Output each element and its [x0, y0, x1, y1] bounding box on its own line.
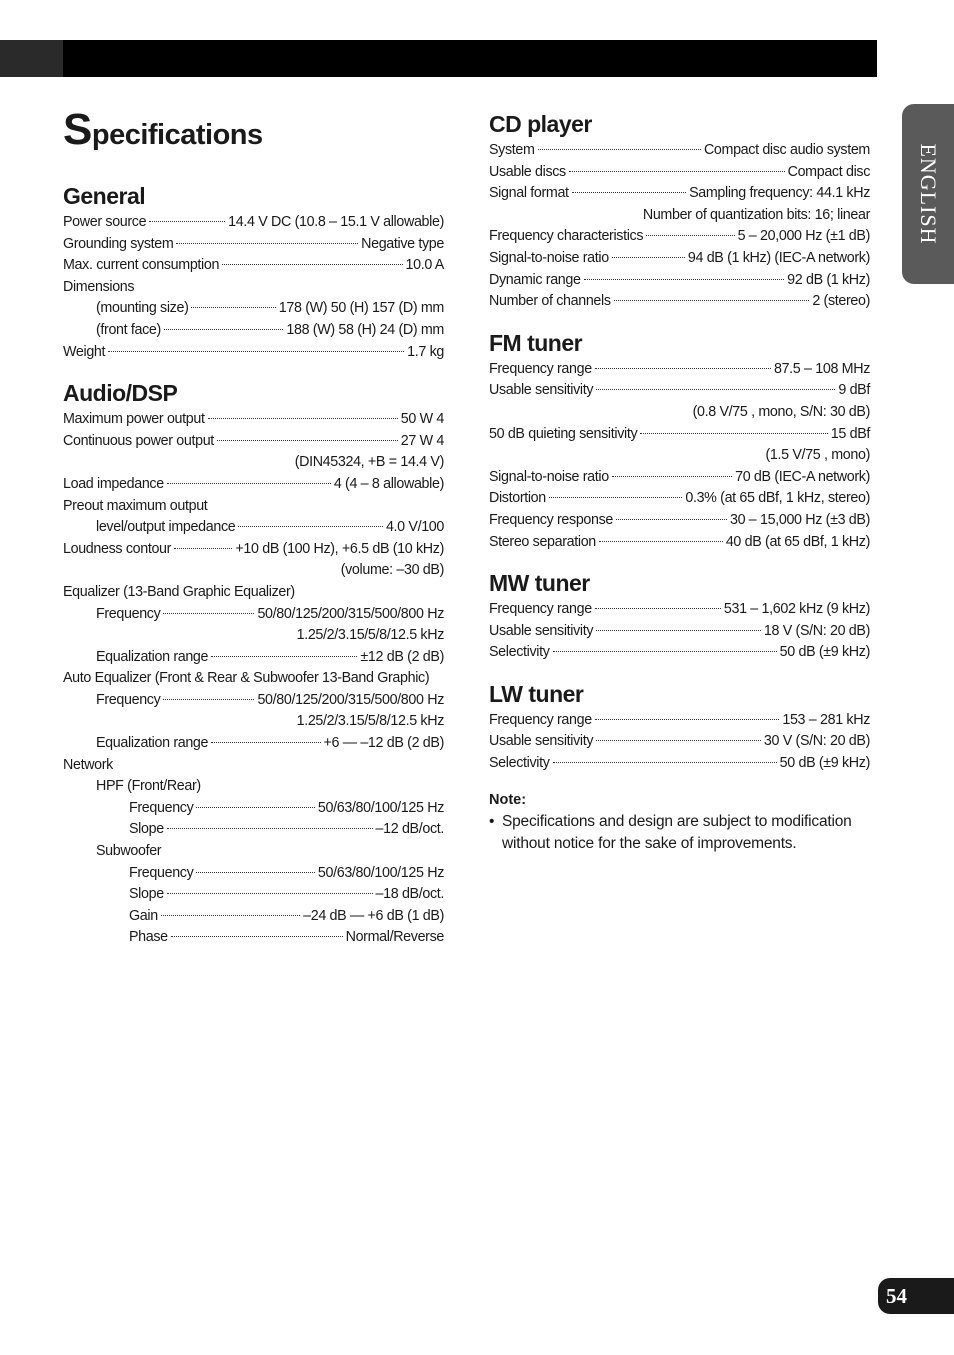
- spec-label: Usable discs: [489, 163, 566, 180]
- spec-row: [63, 409, 444, 431]
- spec-label: Phase: [129, 929, 168, 946]
- spec-rows: [63, 212, 444, 363]
- spec-row: [489, 205, 870, 227]
- dot-leader: [108, 351, 404, 352]
- spec-label: Frequency: [96, 605, 161, 622]
- spec-row: [489, 140, 870, 162]
- left-column: [63, 105, 444, 963]
- spec-row: [489, 599, 870, 621]
- spec-value: 153 – 281 kHz: [782, 711, 870, 728]
- dot-leader: [599, 541, 723, 542]
- spec-label: Usable sensitivity: [489, 622, 594, 639]
- spec-row: [63, 668, 444, 690]
- dot-leader: [211, 742, 320, 743]
- dot-leader: [191, 307, 275, 308]
- spec-value: Number of quantization bits: 16; linear: [642, 206, 870, 223]
- dot-leader: [596, 389, 835, 390]
- spec-label: Network: [63, 756, 113, 773]
- spec-label: Signal format: [489, 185, 569, 202]
- spec-row: [489, 445, 870, 467]
- section-title: LW tuner: [489, 680, 584, 707]
- spec-value: Sampling frequency: 44.1 kHz: [689, 185, 870, 202]
- spec-value: 1.7 kg: [407, 343, 444, 360]
- spec-label: Frequency characteristics: [489, 228, 644, 245]
- spec-label: Slope: [129, 886, 164, 903]
- spec-row: [63, 819, 444, 841]
- spec-label: Continuous power output: [63, 432, 214, 449]
- spec-rows: [489, 140, 870, 313]
- spec-label: Selectivity: [489, 755, 550, 772]
- spec-row: [489, 291, 870, 313]
- dot-leader: [595, 608, 721, 609]
- header-bar-accent: [0, 40, 63, 77]
- spec-rows: [489, 710, 870, 775]
- dot-leader: [217, 440, 398, 441]
- spec-value: 50/80/125/200/315/500/800 Hz: [257, 691, 444, 708]
- spec-label: Dynamic range: [489, 271, 581, 288]
- spec-label: Dimensions: [63, 278, 135, 295]
- spec-value: Normal/Reverse: [345, 929, 444, 946]
- spec-label: Weight: [63, 343, 106, 360]
- spec-value: Compact disc audio system: [703, 142, 870, 158]
- section-lw-tuner: [489, 678, 870, 775]
- spec-value: 531 – 1,602 kHz (9 kHz): [723, 601, 870, 618]
- spec-value: 4.0 V/100: [385, 519, 444, 536]
- spec-value: 5 – 20,000 Hz (±1 dB): [737, 228, 870, 245]
- spec-row: [489, 380, 870, 402]
- spec-value: 0.3% (at 65 dBf, 1 kHz, stereo): [685, 490, 870, 507]
- section-cd-player: [489, 108, 870, 313]
- spec-label: Frequency response: [489, 511, 614, 528]
- spec-row: [489, 424, 870, 446]
- spec-row: [63, 298, 444, 320]
- spec-row: [63, 431, 444, 453]
- spec-row: [63, 517, 444, 539]
- spec-label: Maximum power output: [63, 411, 205, 428]
- spec-row: [63, 496, 444, 518]
- note-text: Specifications and design are subject to modification without notice for the sake of improvements.: [502, 812, 852, 852]
- spec-label: Frequency: [129, 799, 194, 816]
- dot-leader: [595, 719, 780, 720]
- dot-leader: [161, 915, 300, 916]
- spec-value: (volume: –30 dB): [340, 562, 444, 579]
- dot-leader: [149, 221, 225, 222]
- dot-leader: [163, 699, 254, 700]
- spec-value: 30 – 15,000 Hz (±3 dB): [729, 511, 870, 528]
- spec-label: level/output impedance: [96, 519, 236, 536]
- spec-label: Frequency range: [489, 360, 592, 377]
- spec-value: 10.0 A: [405, 257, 444, 274]
- spec-value: 50/63/80/100/125 Hz: [317, 864, 444, 881]
- spec-value: (0.8 V/75 , mono, S/N: 30 dB): [692, 403, 870, 420]
- spec-label: (front face): [96, 321, 161, 338]
- dot-leader: [614, 300, 810, 301]
- dot-leader: [616, 519, 727, 520]
- spec-value: 178 (W) 50 (H) 157 (D) mm: [278, 300, 444, 317]
- dot-leader: [572, 192, 686, 193]
- spec-label: Equalization range: [96, 648, 209, 665]
- section-mw-tuner: [489, 567, 870, 664]
- spec-row: [63, 342, 444, 364]
- page-title-initial: S: [63, 105, 92, 154]
- spec-row: [489, 359, 870, 381]
- spec-value: –24 dB — +6 dB (1 dB): [303, 907, 444, 924]
- dot-leader: [167, 828, 373, 829]
- spec-row: [489, 731, 870, 753]
- dot-leader: [222, 264, 402, 265]
- spec-label: Gain: [129, 907, 158, 924]
- spec-value: 14.4 V DC (10.8 – 15.1 V allowable): [228, 214, 444, 230]
- spec-label: Frequency range: [489, 601, 592, 618]
- section-title: FM tuner: [489, 329, 583, 356]
- spec-rows: [489, 599, 870, 664]
- spec-row: [63, 647, 444, 669]
- spec-row: [63, 690, 444, 712]
- language-tab-label: ENGLISH: [916, 143, 941, 245]
- dot-leader: [176, 243, 358, 244]
- spec-row: [489, 270, 870, 292]
- spec-label: Max. current consumption: [63, 257, 220, 274]
- dot-leader: [196, 872, 314, 873]
- spec-label: Preout maximum output: [63, 497, 208, 514]
- spec-label: 50 dB quieting sensitivity: [489, 425, 638, 442]
- spec-value: –18 dB/oct.: [375, 886, 444, 903]
- section-title: CD player: [489, 111, 592, 137]
- spec-row: [63, 798, 444, 820]
- dot-leader: [640, 433, 828, 434]
- spec-value: (1.5 V/75 , mono): [765, 447, 870, 464]
- spec-label: Selectivity: [489, 644, 550, 661]
- spec-row: [489, 402, 870, 424]
- spec-value: 188 (W) 58 (H) 24 (D) mm: [286, 321, 444, 338]
- dot-leader: [238, 526, 383, 527]
- dot-leader: [196, 807, 314, 808]
- dot-leader: [612, 257, 685, 258]
- spec-value: 1.25/2/3.15/5/8/12.5 kHz: [296, 713, 444, 730]
- spec-value: ±12 dB (2 dB): [360, 648, 444, 665]
- spec-label: Equalization range: [96, 735, 209, 752]
- spec-row: [63, 625, 444, 647]
- spec-row: [489, 248, 870, 270]
- spec-rows: [63, 409, 444, 949]
- spec-row: [489, 710, 870, 732]
- spec-row: [63, 604, 444, 626]
- spec-row: [63, 320, 444, 342]
- spec-value: +10 dB (100 Hz), +6.5 dB (10 kHz): [235, 540, 444, 557]
- spec-value: 18 V (S/N: 20 dB): [763, 622, 870, 639]
- spec-label: Usable sensitivity: [489, 382, 594, 399]
- spec-row: [63, 906, 444, 928]
- note-bullet: •: [489, 812, 495, 830]
- spec-row: [489, 532, 870, 554]
- spec-value: 27 W 4: [400, 432, 444, 449]
- section-general: [63, 180, 444, 363]
- page-number: 54: [878, 1278, 954, 1314]
- spec-label: (mounting size): [96, 300, 189, 317]
- dot-leader: [553, 651, 777, 652]
- spec-row: [63, 560, 444, 582]
- spec-row: [489, 467, 870, 489]
- spec-label: Power source: [63, 214, 147, 230]
- spec-value: 50/63/80/100/125 Hz: [317, 799, 444, 816]
- spec-value: 94 dB (1 kHz) (IEC-A network): [687, 249, 870, 266]
- dot-leader: [549, 497, 682, 498]
- spec-value: 2 (stereo): [812, 293, 870, 310]
- section-title: MW tuner: [489, 570, 590, 597]
- spec-label: Grounding system: [63, 235, 174, 252]
- dot-leader: [211, 656, 357, 657]
- spec-row: [489, 642, 870, 664]
- dot-leader: [553, 762, 777, 763]
- spec-value: Negative type: [361, 235, 444, 252]
- dot-leader: [167, 893, 373, 894]
- spec-value: –12 dB/oct.: [375, 821, 444, 838]
- spec-label: Usable sensitivity: [489, 733, 594, 750]
- dot-leader: [596, 630, 761, 631]
- spec-value: 1.25/2/3.15/5/8/12.5 kHz: [296, 627, 444, 644]
- dot-leader: [171, 936, 343, 937]
- spec-label: Subwoofer: [96, 843, 162, 860]
- spec-value: 9 dBf: [838, 382, 870, 399]
- right-column: [489, 108, 870, 855]
- dot-leader: [167, 483, 331, 484]
- spec-row: [63, 863, 444, 885]
- spec-row: [489, 510, 870, 532]
- spec-row: [63, 212, 444, 234]
- spec-row: [489, 621, 870, 643]
- spec-label: Stereo separation: [489, 533, 596, 550]
- spec-label: Frequency: [96, 691, 161, 708]
- spec-value: 87.5 – 108 MHz: [773, 360, 870, 377]
- spec-value: 50 dB (±9 kHz): [779, 644, 870, 661]
- spec-value: (DIN45324, +B = 14.4 V): [294, 454, 444, 471]
- spec-row: [63, 234, 444, 256]
- page-title: [63, 105, 444, 154]
- spec-label: Signal-to-noise ratio: [489, 249, 609, 266]
- section-fm-tuner: [489, 327, 870, 553]
- spec-value: 70 dB (IEC-A network): [735, 468, 870, 485]
- spec-label: Slope: [129, 821, 164, 838]
- spec-row: [63, 277, 444, 299]
- note-block: [489, 789, 870, 855]
- spec-value: +6 — –12 dB (2 dB): [323, 735, 444, 752]
- note-title: Note:: [489, 791, 527, 808]
- spec-row: [63, 452, 444, 474]
- dot-leader: [174, 548, 232, 549]
- spec-value: 15 dBf: [830, 425, 870, 442]
- spec-value: 50 dB (±9 kHz): [779, 755, 870, 772]
- spec-rows: [489, 359, 870, 553]
- spec-value: 50 W 4: [400, 411, 444, 428]
- spec-label: Signal-to-noise ratio: [489, 468, 609, 485]
- spec-row: [489, 753, 870, 775]
- spec-label: Frequency: [129, 864, 194, 881]
- dot-leader: [584, 279, 785, 280]
- spec-row: [63, 474, 444, 496]
- spec-row: [63, 711, 444, 733]
- left-sections: [63, 180, 444, 949]
- page-title-rest: pecifications: [91, 119, 263, 151]
- dot-leader: [596, 740, 761, 741]
- language-tab: [902, 104, 954, 284]
- spec-label: HPF (Front/Rear): [96, 778, 201, 795]
- section-title: Audio/DSP: [63, 380, 178, 407]
- spec-row: [63, 884, 444, 906]
- dot-leader: [164, 329, 283, 330]
- spec-value: Compact disc: [787, 163, 870, 180]
- spec-label: Equalizer (13-Band Graphic Equalizer): [63, 583, 295, 600]
- spec-label: Distortion: [489, 490, 546, 507]
- spec-row: [63, 733, 444, 755]
- spec-row: [489, 226, 870, 248]
- spec-label: Frequency range: [489, 711, 592, 728]
- spec-value: 92 dB (1 kHz): [787, 271, 870, 288]
- spec-row: [489, 162, 870, 184]
- section-title: General: [63, 183, 146, 209]
- dot-leader: [595, 368, 771, 369]
- spec-row: [63, 776, 444, 798]
- header-bar: [0, 40, 877, 77]
- spec-row: [63, 927, 444, 949]
- spec-value: 50/80/125/200/315/500/800 Hz: [257, 605, 444, 622]
- spec-label: Load impedance: [63, 475, 164, 492]
- right-sections: [489, 108, 870, 775]
- spec-label: Loudness contour: [63, 540, 172, 557]
- dot-leader: [569, 171, 785, 172]
- spec-row: [63, 755, 444, 777]
- dot-leader: [646, 235, 734, 236]
- spec-label: System: [489, 142, 535, 158]
- dot-leader: [208, 418, 398, 419]
- spec-row: [489, 488, 870, 510]
- dot-leader: [163, 613, 254, 614]
- spec-value: 4 (4 – 8 allowable): [333, 475, 444, 492]
- dot-leader: [612, 476, 732, 477]
- spec-label: Number of channels: [489, 293, 611, 310]
- spec-value: 40 dB (at 65 dBf, 1 kHz): [725, 533, 870, 550]
- spec-value: 30 V (S/N: 20 dB): [763, 733, 870, 750]
- spec-label: Auto Equalizer (Front & Rear & Subwoofer 13-Band Graphic): [63, 670, 430, 687]
- spec-row: [63, 255, 444, 277]
- spec-row: [63, 539, 444, 561]
- spec-row: [489, 183, 870, 205]
- section-audio-dsp: [63, 377, 444, 949]
- note-item: [489, 811, 870, 855]
- spec-row: [63, 841, 444, 863]
- spec-row: [63, 582, 444, 604]
- dot-leader: [538, 149, 701, 150]
